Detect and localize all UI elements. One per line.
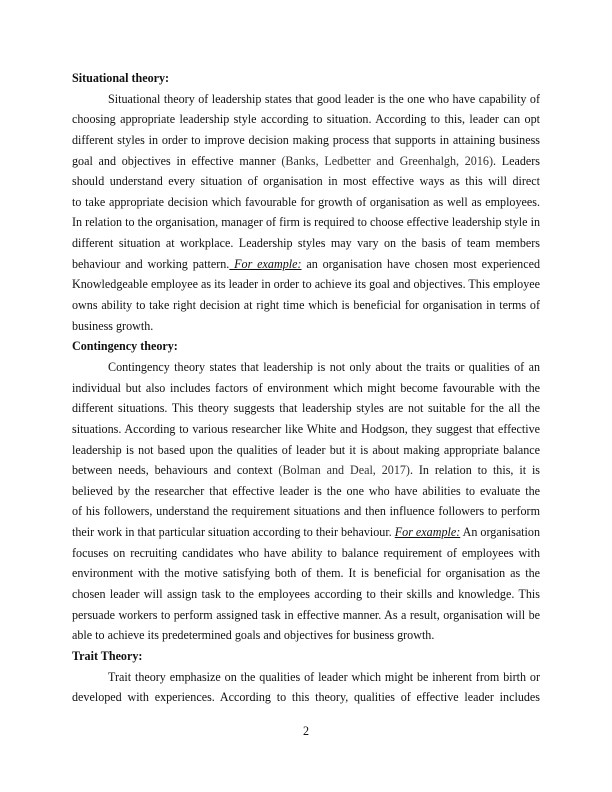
text-run: different situation at workplace. Leadership styles may vary on the basis of team members	[72, 236, 540, 251]
text-run: . In relation to this, it is	[409, 463, 540, 478]
paragraph-line	[72, 130, 540, 151]
text-run: individual but also includes factors of environment which might become favourable with the	[72, 380, 540, 395]
paragraph-line	[72, 192, 540, 213]
text-run: their work in that particular situation according to their behaviour.	[72, 525, 395, 540]
paragraph-line	[72, 605, 540, 626]
text-run: developed with experiences. According to this theory, qualities of effective leader includes	[72, 690, 540, 705]
text-run: An organisation	[460, 525, 540, 540]
text-run: focuses on recruiting candidates who have ability to balance requirement of employees with	[72, 545, 540, 560]
text-run: Trait theory emphasize on the qualities of leader which might be inherent from birth or	[108, 669, 540, 684]
paragraph-line	[72, 151, 540, 172]
text-run: business growth.	[72, 318, 154, 333]
paragraph-line	[72, 398, 540, 419]
paragraph-line	[72, 563, 540, 584]
paragraph-line	[72, 357, 540, 378]
text-run: chosen leader will assign task to the employees according to their skills and knowledge. This	[72, 587, 540, 602]
section-heading: Contingency theory:	[72, 339, 178, 354]
paragraph-line	[72, 522, 540, 543]
paragraph-line	[72, 543, 540, 564]
example-label: For example:	[229, 256, 302, 271]
paragraph-line	[72, 109, 540, 130]
text-run: choosing appropriate leadership style according to situation. According to this, leader can opt	[72, 112, 540, 127]
text-run: leadership is not based upon the qualities of leader but it is about making appropriate balance	[72, 442, 540, 457]
paragraph-line	[72, 501, 540, 522]
text-run: behaviour and working pattern.	[72, 256, 230, 271]
paragraph-line	[72, 625, 540, 646]
paragraph-line	[72, 667, 540, 688]
text-run: of his followers, understand the requirement situations and then influence followers to perform	[72, 504, 540, 519]
paragraph-line	[72, 687, 540, 708]
paragraph-line	[72, 316, 540, 337]
paragraph-line	[72, 419, 540, 440]
paragraph-line	[72, 89, 540, 110]
text-run: should understand every situation of organisation in most effective ways as this will direct	[72, 174, 540, 189]
text-run: able to achieve its predetermined goals and objectives for business growth.	[72, 628, 435, 643]
paragraph-line	[72, 460, 540, 481]
paragraph-line	[72, 584, 540, 605]
citation: (Banks, Ledbetter and Greenhalgh, 2016)	[281, 153, 493, 168]
paragraph-line	[72, 171, 540, 192]
text-run: Situational theory of leadership states that good leader is the one who have capability of	[108, 91, 540, 106]
text-run: situations. According to various researcher like White and Hodgson, they suggest that effective	[72, 421, 540, 436]
text-run: between needs, behaviours and context	[72, 463, 279, 478]
paragraph-line	[72, 254, 540, 275]
text-run: goal and objectives in effective manner	[72, 153, 282, 168]
text-run: persuade workers to perform assigned task in effective manner. As a result, organisation will be	[72, 607, 540, 622]
section-heading: Situational theory:	[72, 71, 170, 85]
text-run: In relation to the organisation, manager of firm is required to choose effective leadership style in	[72, 215, 540, 230]
citation: (Bolman and Deal, 2017)	[278, 463, 410, 478]
text-run: to take appropriate decision which favourable for growth of organisation as well as employees.	[72, 194, 540, 209]
paragraph-line	[72, 481, 540, 502]
text-run: an organisation have chosen most experienced	[306, 256, 540, 271]
text-run: Contingency theory states that leadership is not only about the traits or qualities of an	[108, 359, 540, 374]
text-run: Knowledgeable employee as its leader in order to achieve its goal and objectives. This employee	[72, 277, 540, 292]
section-heading: Trait Theory:	[72, 648, 143, 663]
text-run: believed by the researcher that effective leader is the one who have abilities to evaluate the	[72, 483, 540, 498]
document-body	[72, 68, 540, 708]
paragraph-line	[72, 295, 540, 316]
page-number: 2	[302, 724, 310, 738]
paragraph-line	[72, 233, 540, 254]
paragraph-line	[72, 440, 540, 461]
text-run: owns ability to take right decision at right time which is beneficial for organisation in terms of	[72, 298, 540, 313]
paragraph-line	[72, 212, 540, 233]
example-label: For example:	[394, 525, 461, 540]
paragraph-line	[72, 378, 540, 399]
text-run: different styles in order to improve decision making process that supports in attaining business	[72, 132, 540, 147]
text-run: environment with the motive satisfying both of them. It is beneficial for organisation as the	[72, 566, 540, 581]
text-run: . Leaders	[492, 153, 540, 168]
paragraph-line	[72, 274, 540, 295]
text-run: different situations. This theory suggests that leadership styles are not suitable for the all the	[72, 401, 540, 416]
